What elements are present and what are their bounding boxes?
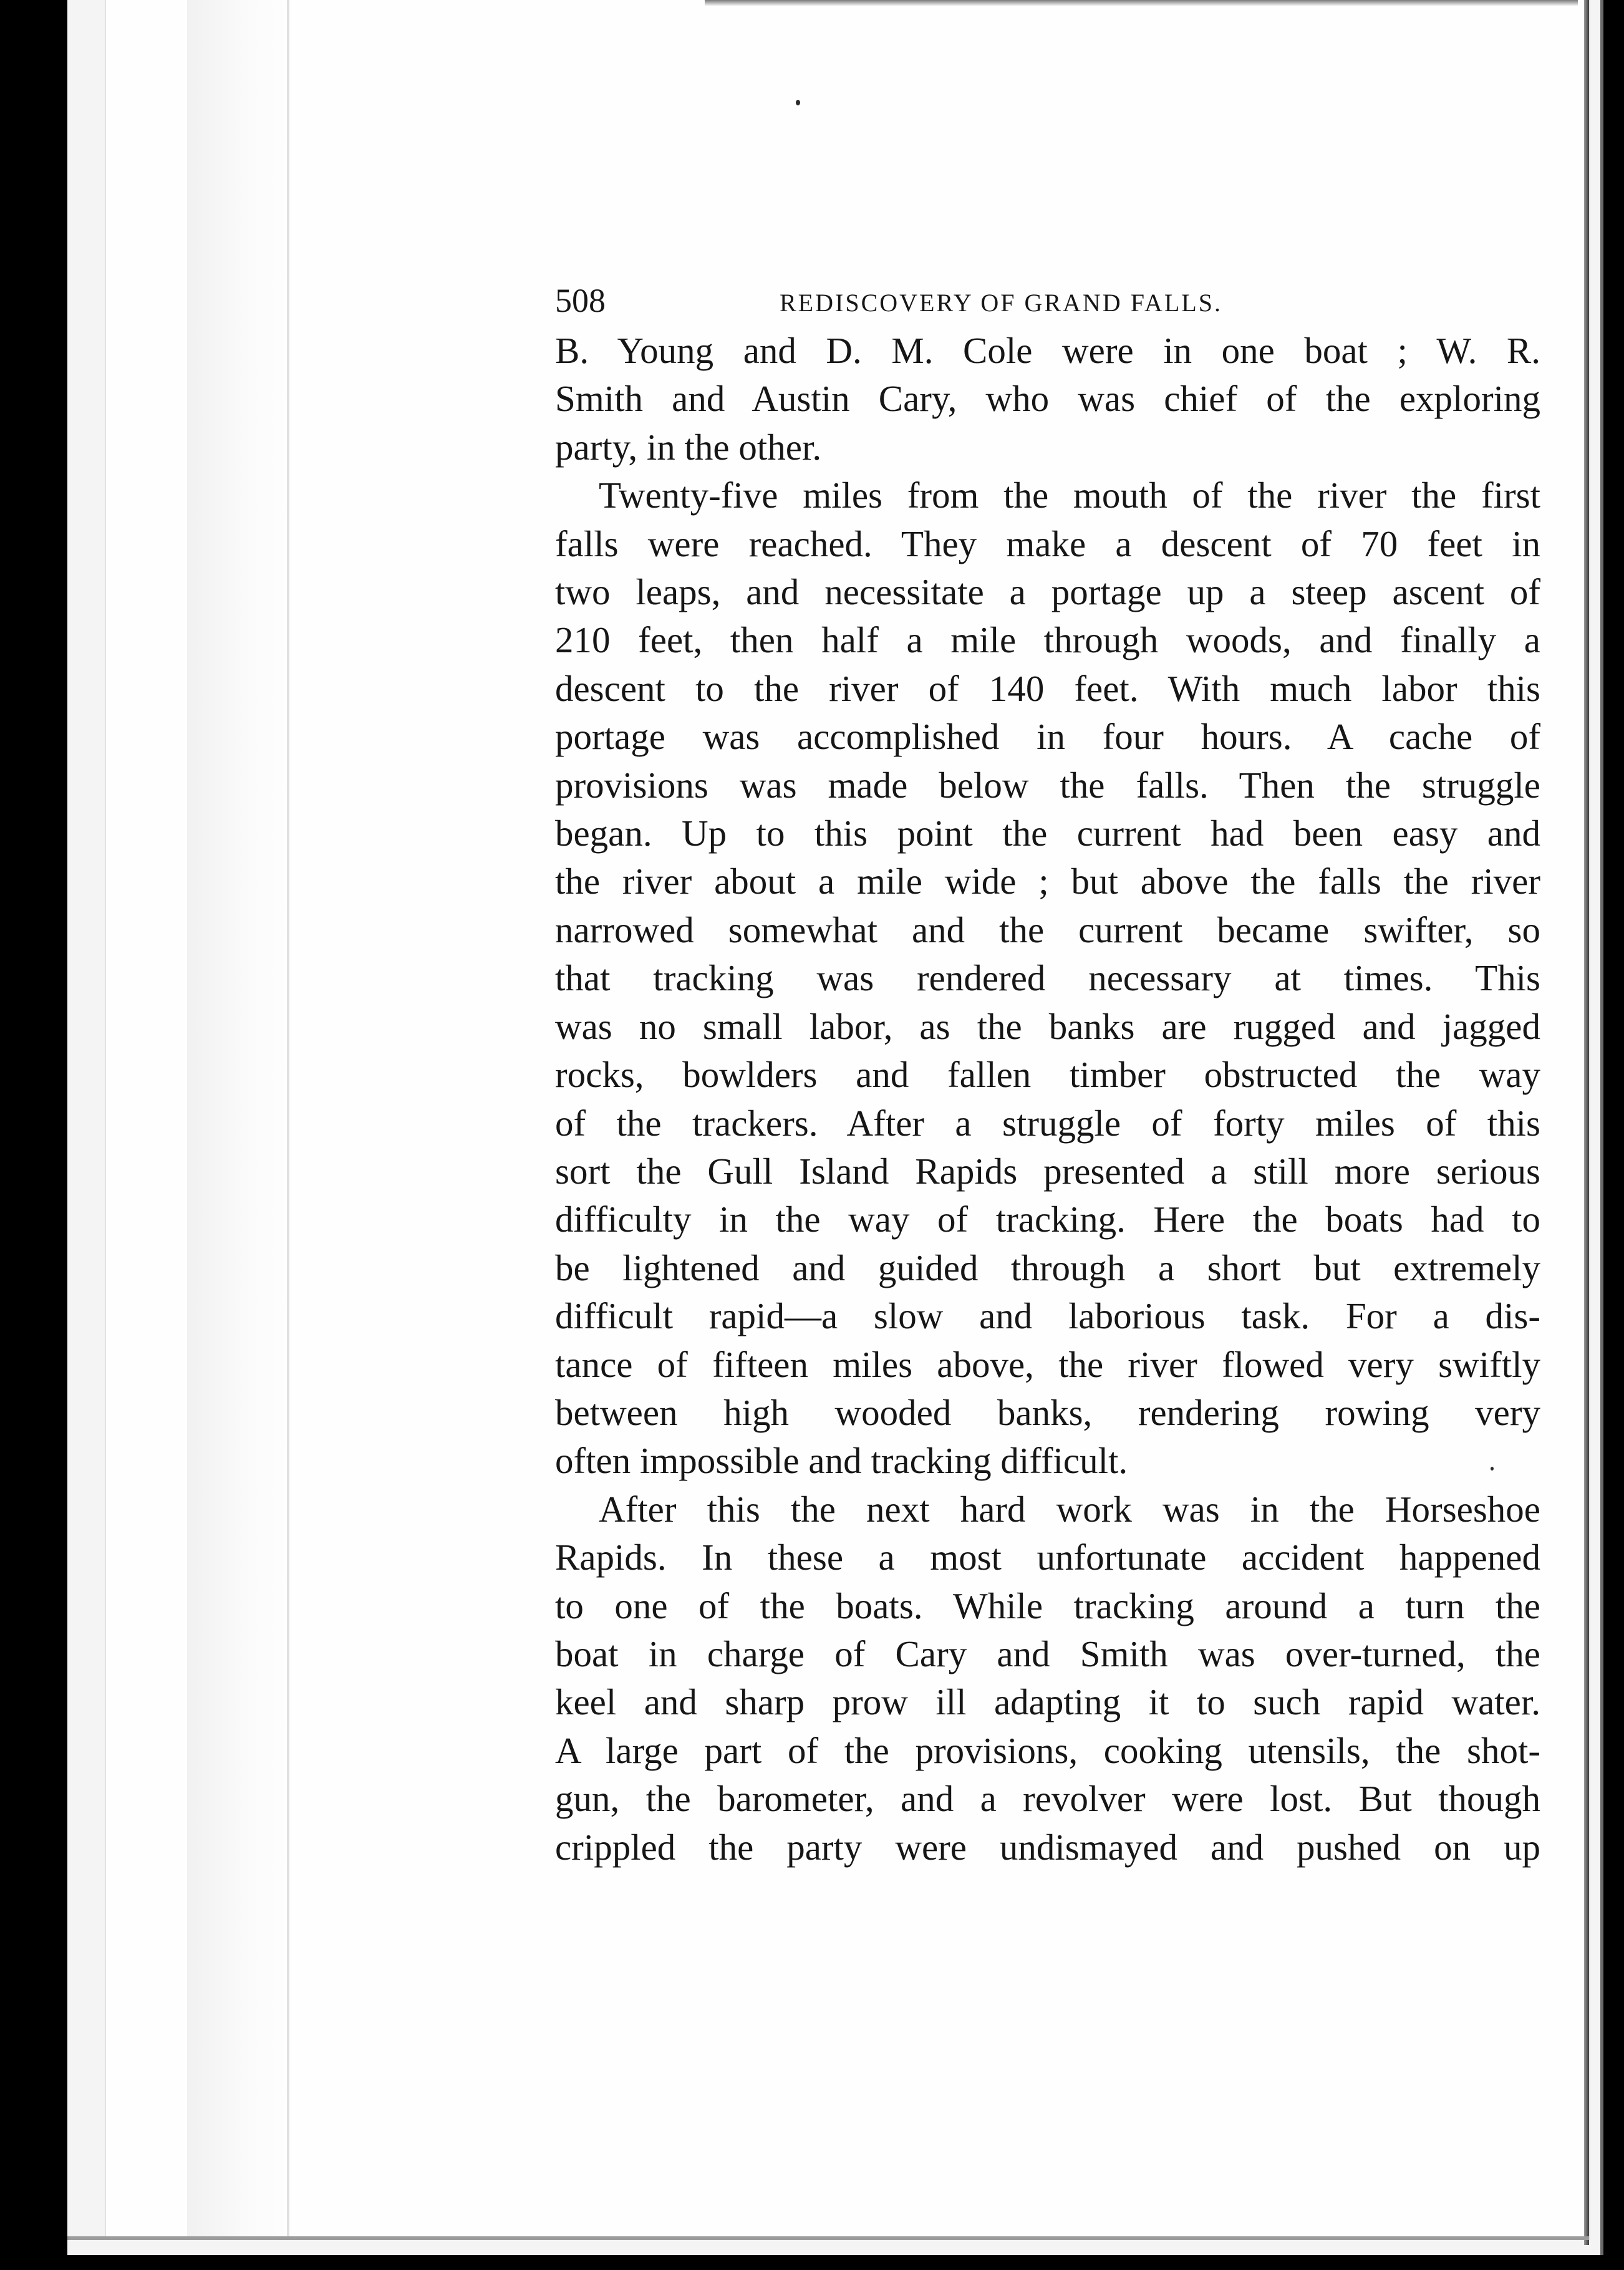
text-line: After this the next hard work was in the Horseshoe [599, 1488, 1540, 1530]
text-line: be lightened and guided through a short but extremely [555, 1247, 1540, 1288]
text-line: descent to the river of 140 feet. With much labor this [555, 667, 1540, 709]
text-line: between high wooded banks, rendering rowing very [555, 1391, 1540, 1433]
text-line: sort the Gull Island Rapids presented a still more serious [555, 1150, 1540, 1192]
paragraph-2 [555, 471, 1540, 1485]
page-right-edge [1584, 0, 1589, 2245]
text-line: Twenty-five miles from the mouth of the river the first [599, 475, 1540, 516]
text-line-last: party, in the other. [555, 426, 822, 468]
text-line: boat in charge of Cary and Smith was over-turned, the [555, 1633, 1540, 1674]
text-line: was no small labor, as the banks are rugged and jagged [555, 1005, 1540, 1047]
text-line: that tracking was rendered necessary at times. This [555, 957, 1540, 999]
binding-fold [187, 0, 293, 2239]
text-line: difficult rapid—a slow and laborious task. For a dis- [555, 1295, 1540, 1337]
text-line: Smith and Austin Cary, who was chief of the exploring [555, 378, 1540, 420]
text-line: tance of fifteen miles above, the river flowed very swiftly [555, 1343, 1540, 1385]
top-edge-shadow [705, 0, 1578, 6]
ink-speck [796, 100, 800, 105]
text-line: A large part of the provisions, cooking utensils, the shot- [555, 1729, 1540, 1771]
text-line-last: often impossible and tracking difficult. [555, 1440, 1128, 1482]
text-line: crippled the party were undismayed and pushed on up [555, 1826, 1540, 1868]
text-line: rocks, bowlders and fallen timber obstructed the way [555, 1054, 1540, 1096]
text-line: B. Young and D. M. Cole were in one boat ; W. R. [555, 330, 1540, 371]
text-line: falls were reached. They make a descent of 70 feet in [555, 523, 1540, 564]
page-bottom-edge [67, 2236, 1589, 2240]
text-block [555, 274, 1540, 1872]
running-title: REDISCOVERY OF GRAND FALLS. [780, 289, 1222, 317]
text-line: narrowed somewhat and the current became swifter, so [555, 909, 1540, 950]
text-line: of the trackers. After a struggle of forty miles of this [555, 1102, 1540, 1144]
text-line: keel and sharp prow ill adapting it to such rapid water. [555, 1681, 1540, 1723]
text-line: 210 feet, then half a mile through woods, and finally a [555, 619, 1540, 661]
text-line: Rapids. In these a most unfortunate accident happened [555, 1537, 1540, 1578]
paragraph-3 [555, 1485, 1540, 1872]
text-line: two leaps, and necessitate a portage up a steep ascent of [555, 571, 1540, 613]
page-number: 508 [555, 282, 606, 319]
text-line: provisions was made below the falls. Then the struggle [555, 764, 1540, 806]
text-line: the river about a mile wide ; but above the falls the river [555, 861, 1540, 902]
text-line: gun, the barometer, and a revolver were lost. But though [555, 1778, 1540, 1820]
gutter-line [287, 0, 289, 2239]
text-line: difficulty in the way of tracking. Here the boats had to [555, 1199, 1540, 1240]
text-line: portage was accomplished in four hours. A cache of [555, 716, 1540, 758]
paragraph-1 [555, 327, 1540, 471]
running-head [555, 274, 1316, 327]
text-line: to one of the boats. While tracking around a turn the [555, 1585, 1540, 1626]
text-line: began. Up to this point the current had been easy and [555, 813, 1540, 854]
